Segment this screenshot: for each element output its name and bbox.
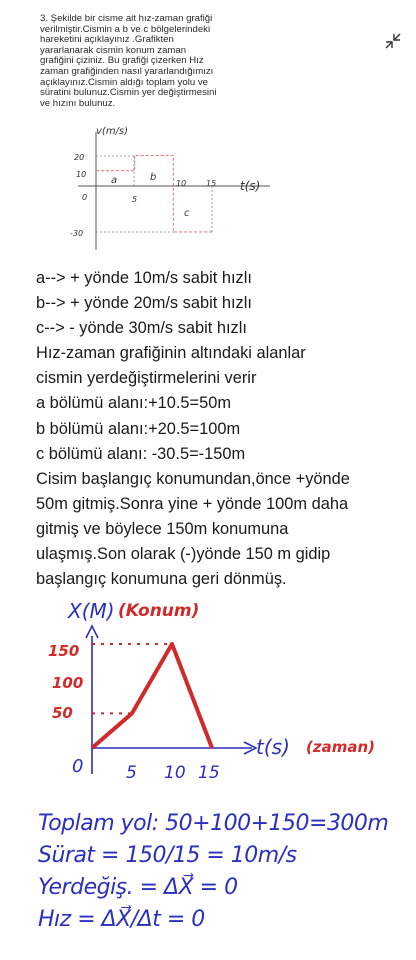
collapse-icon[interactable] (384, 32, 402, 50)
y-tick-50: 50 (52, 704, 73, 722)
question-line: süratini bulunuz.Cismin yer değiştirmesini (40, 87, 217, 99)
answer-line: 50m gitmiş.Sonra yine + yönde 100m daha (36, 494, 349, 513)
konum-label: (Konum) (118, 601, 200, 621)
velocity-line: Hız = ΔX⃗/Δt = 0 (38, 907, 205, 932)
position-time-graph (30, 596, 400, 796)
y-tick-100: 100 (52, 674, 84, 692)
answer-line: a--> + yönde 10m/s sabit hızlı (36, 269, 252, 287)
x-tick-15: 15 (198, 763, 220, 783)
x-axis-label: X(M) (68, 599, 115, 623)
question-line: açıklayınız.Cismin aldığı toplam yolu ve (40, 76, 208, 88)
x-tick-5: 5 (126, 763, 137, 783)
position-series (92, 644, 212, 748)
velocity-series (96, 155, 212, 232)
question-line: verilmiştir.Cismin a b ve c bölgelerindeki (40, 23, 211, 35)
answer-text (36, 266, 408, 592)
question-line: hareketini açıklayınız .Grafikten (40, 34, 174, 46)
v-axis-label: v(m/s) (96, 126, 129, 137)
answer-line: gitmiş ve böylece 150m konumuna (36, 519, 289, 538)
handwritten-calculations (38, 808, 388, 936)
collapse-arrows-icon (384, 32, 402, 50)
region-b-label: b (150, 172, 157, 183)
t-axis-label: t(s) (240, 179, 261, 193)
answer-line: cismin yerdeğiştirmelerini verir (36, 369, 257, 388)
answer-line: c--> - yönde 30m/s sabit hızlı (36, 319, 247, 338)
answer-line: b--> + yönde 20m/s sabit hızlı (36, 294, 252, 313)
t-tick-10: 10 (176, 179, 187, 188)
question-line: yararlanarak cismin konum zaman (40, 44, 187, 56)
series-line (96, 155, 212, 232)
answer-line: c bölümü alanı: -30.5=-150m (36, 444, 246, 463)
question-line: zaman grafiğinden nasıl yararlandığımızı (40, 65, 214, 77)
displacement-line: Yerdeğiş. = ΔX⃗ = 0 (38, 875, 238, 900)
answer-line: Cisim başlangıç konumundan,önce +yönde (36, 469, 350, 488)
zaman-label: (zaman) (306, 738, 375, 756)
t-axis-label: t(s) (256, 735, 290, 759)
answer-line: b bölümü alanı:+20.5=100m (36, 419, 241, 438)
t-tick-15: 15 (206, 179, 217, 188)
x-tick-10: 10 (164, 763, 186, 783)
v-tick-0: 0 (82, 193, 88, 202)
question-text (40, 14, 370, 109)
answer-line: ulaşmış.Son olarak (-)yönde 150 m gidip (36, 545, 331, 564)
question-line: 3. Şekilde bir cisme ait hız-zaman grafiği (40, 13, 213, 24)
t-tick-5: 5 (132, 195, 138, 204)
origin-label: 0 (72, 756, 84, 777)
series-line (92, 644, 212, 748)
v-tick-20: 20 (74, 153, 85, 162)
speed-line: Sürat = 150/15 = 10m/s (38, 843, 297, 868)
question-line: ve hızını bulunuz. (40, 97, 116, 109)
v-tick-10: 10 (76, 170, 87, 179)
total-distance-line: Toplam yol: 50+100+150=300m (38, 811, 389, 836)
answer-line: Hız-zaman grafiğinin altındaki alanlar (36, 344, 306, 363)
question-line: grafiğini çiziniz. Bu grafiği çizerken Hız (40, 55, 204, 67)
velocity-time-graph (38, 120, 278, 260)
v-tick-minus30: -30 (70, 229, 84, 238)
answer-line: a bölümü alanı:+10.5=50m (36, 394, 232, 413)
region-a-label: a (111, 175, 118, 186)
answer-line: başlangıç konumuna geri dönmüş. (36, 570, 287, 589)
y-tick-150: 150 (48, 642, 80, 660)
region-c-label: c (184, 208, 190, 219)
